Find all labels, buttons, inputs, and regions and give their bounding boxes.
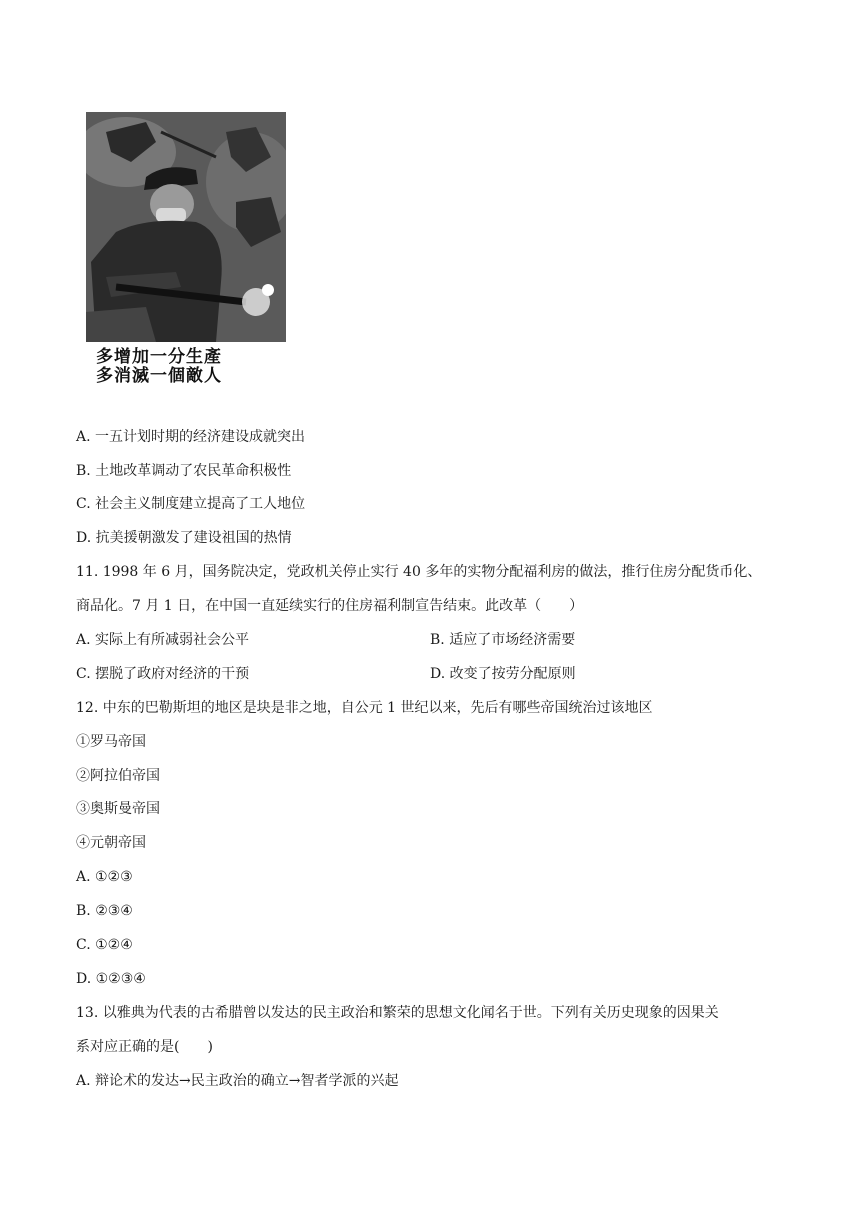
q10-option-b: B. 土地改革调动了农民革命积极性 [76, 463, 292, 479]
q12-item-2: ②阿拉伯帝国 [76, 768, 160, 784]
q13-stem-line-1: 13. 以雅典为代表的古希腊曾以发达的民主政治和繁荣的思想文化闻名于世。下列有关历史现象的因果关 [76, 1005, 719, 1021]
poster-caption-line-1: 多增加一分生產 [96, 347, 222, 367]
q12-item-1: ①罗马帝国 [76, 734, 146, 750]
q11-stem-line-2: 商品化。7 月 1 日，在中国一直延续实行的住房福利制宣告结束。此改革（ ） [76, 598, 584, 614]
q12-option-c: C. ①②④ [76, 937, 133, 953]
q12-option-d: D. ①②③④ [76, 971, 146, 987]
poster-caption [96, 348, 286, 386]
q11-option-a: A. 实际上有所减弱社会公平 [76, 632, 250, 648]
q10-option-a: A. 一五计划时期的经济建设成就突出 [76, 429, 306, 445]
q13-option-a: A. 辩论术的发达→民主政治的确立→智者学派的兴起 [76, 1073, 399, 1089]
q11-option-c: C. 摆脱了政府对经济的干预 [76, 666, 250, 682]
q12-option-b: B. ②③④ [76, 903, 133, 919]
q11-stem-line-1: 11. 1998 年 6 月，国务院决定，党政机关停止实行 40 多年的实物分配福利房的做法，推行住房分配货币化、 [76, 564, 762, 580]
q12-option-a: A. ①②③ [76, 869, 133, 885]
q11-option-b: B. 适应了市场经济需要 [430, 632, 576, 648]
q12-item-3: ③奥斯曼帝国 [76, 801, 160, 817]
q12-item-4: ④元朝帝国 [76, 835, 146, 851]
propaganda-poster [86, 112, 286, 387]
poster-illustration [86, 112, 286, 342]
q12-stem: 12. 中东的巴勒斯坦的地区是块是非之地，自公元 1 世纪以来，先后有哪些帝国统治过该地区 [76, 700, 653, 716]
q10-option-c: C. 社会主义制度建立提高了工人地位 [76, 496, 306, 512]
q13-stem-line-2: 系对应正确的是( ) [76, 1039, 213, 1055]
q11-option-d: D. 改变了按劳分配原则 [430, 666, 576, 682]
poster-caption-line-2: 多消滅一個敵人 [96, 366, 222, 386]
worker-soldier-illustration [86, 112, 286, 342]
q10-option-d: D. 抗美援朝激发了建设祖国的热情 [76, 530, 292, 546]
